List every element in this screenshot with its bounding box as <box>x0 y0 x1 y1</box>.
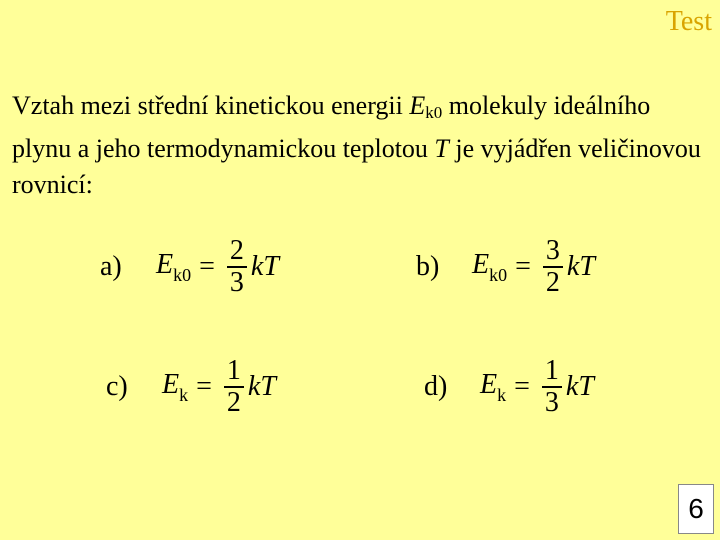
question-text <box>12 88 712 203</box>
kT-term: kT <box>250 251 279 282</box>
temperature-variable: T <box>434 134 449 163</box>
fraction: $\frac{1}{2}$ <box>224 356 244 418</box>
kT-term: kT <box>247 371 276 402</box>
option-c[interactable] <box>106 356 276 418</box>
fraction: $\frac{3}{2}$ <box>543 236 563 298</box>
question-part-3: je vyjádřen veličinovou rovnicí: <box>12 134 701 199</box>
option-d[interactable] <box>424 356 594 418</box>
equals-sign: = <box>515 251 531 282</box>
equation-energy: $E_{k0}$ <box>472 248 508 285</box>
kT-term: kT <box>566 251 595 282</box>
page-number: 6 <box>678 484 714 534</box>
question-part-2: molekuly ideálního plynu a jeho termodynamickou teplotou <box>12 91 651 163</box>
option-letter: c) <box>106 371 128 402</box>
equation-energy: $E_k$ <box>162 368 189 405</box>
question-part-1: Vztah mezi střední kinetickou energii <box>12 91 410 120</box>
equals-sign: = <box>196 371 212 402</box>
option-b[interactable] <box>416 236 595 298</box>
option-letter: b) <box>416 251 440 282</box>
equals-sign: = <box>199 251 215 282</box>
slide-title: Test <box>665 6 712 37</box>
equation-energy: $E_{k0}$ <box>156 248 192 285</box>
option-letter: a) <box>100 251 122 282</box>
energy-variable: $E_{k0}$ <box>409 91 443 122</box>
option-a[interactable] <box>100 236 279 298</box>
fraction: $\frac{2}{3}$ <box>227 236 247 298</box>
equals-sign: = <box>514 371 530 402</box>
option-letter: d) <box>424 371 448 402</box>
kT-term: kT <box>565 371 594 402</box>
equation-energy: $E_k$ <box>480 368 507 405</box>
fraction: $\frac{1}{3}$ <box>542 356 562 418</box>
